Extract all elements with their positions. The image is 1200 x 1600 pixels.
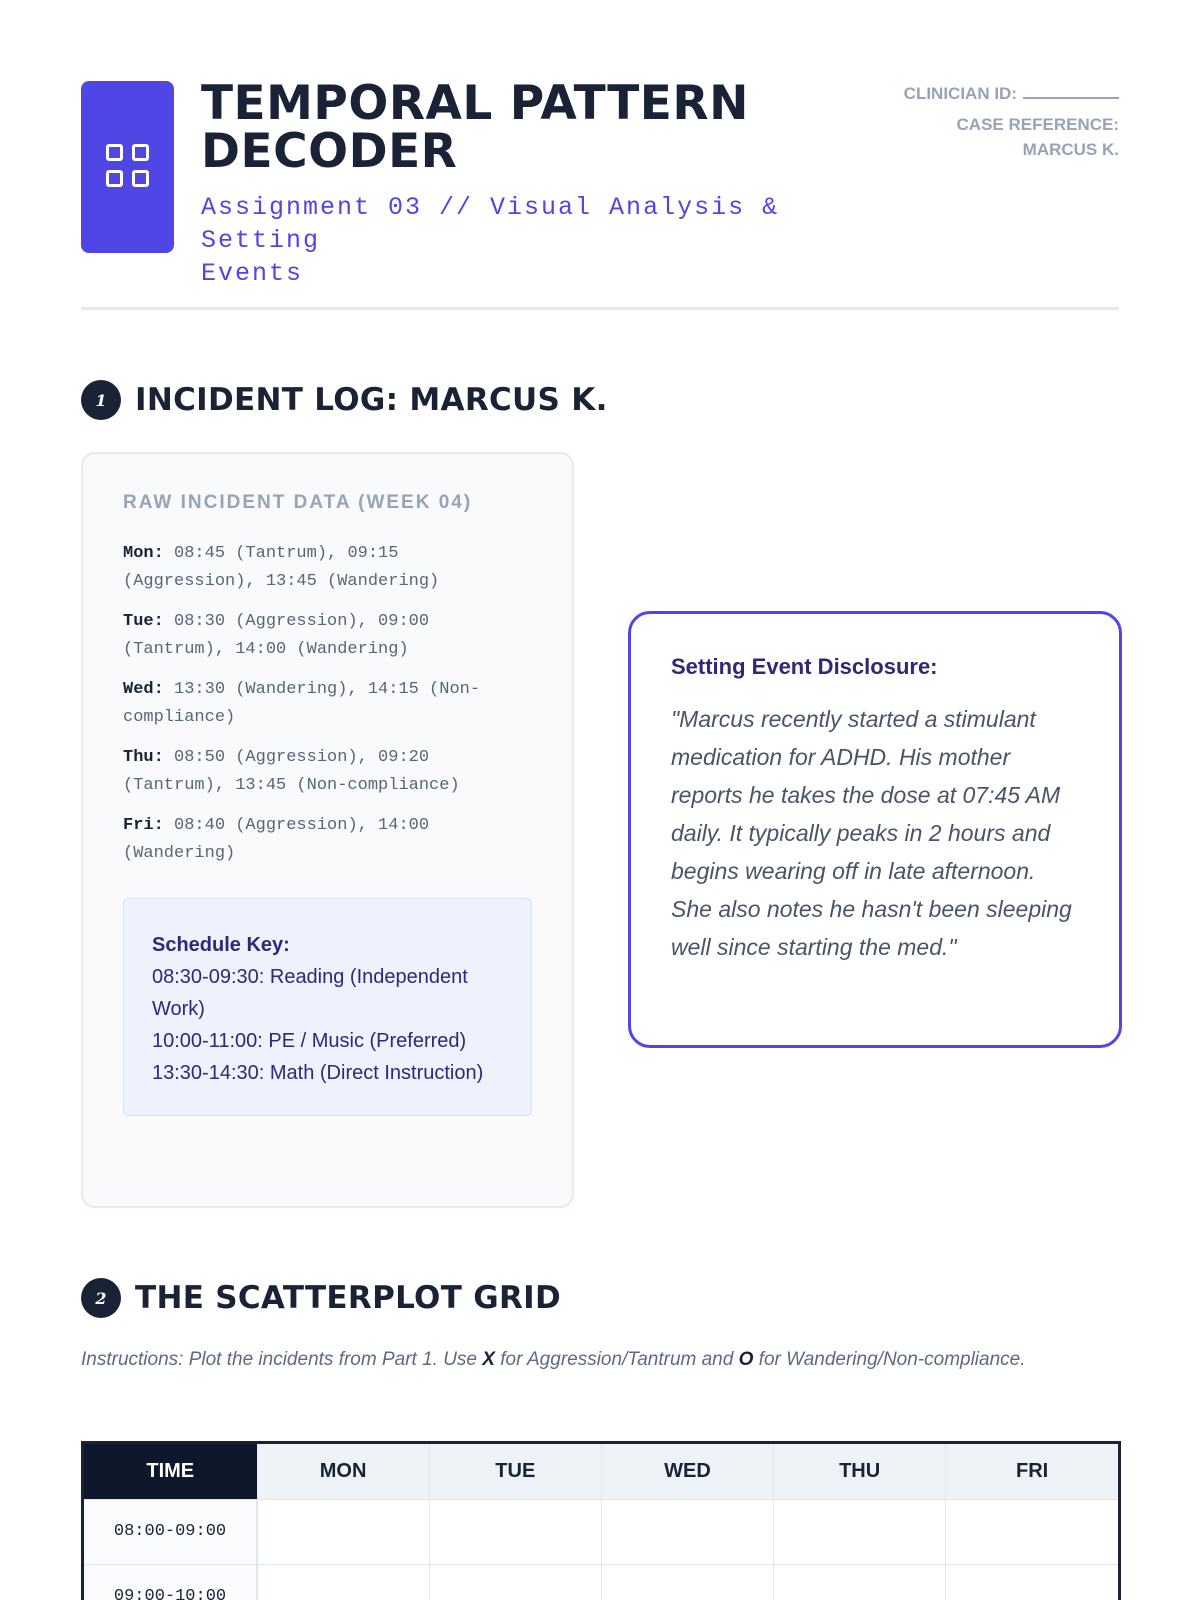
instructions-text: for Aggression/Tantrum and	[494, 1349, 739, 1370]
section-number-badge: 2	[81, 1278, 121, 1318]
time-slot: 09:00-10:00	[84, 1564, 257, 1600]
section-2-heading	[81, 1278, 561, 1318]
day-entry-tue	[123, 608, 532, 664]
day-entry-mon	[123, 540, 532, 596]
section-title: THE SCATTERPLOT GRID	[135, 1280, 562, 1316]
grid-cell[interactable]	[601, 1499, 773, 1564]
instructions-text: Instructions: Plot the incidents from Part 1. Use	[81, 1349, 483, 1370]
raw-data-heading: RAW INCIDENT DATA (WEEK 04)	[123, 492, 473, 513]
schedule-key-item: 10:00-11:00: PE / Music (Preferred)	[152, 1030, 467, 1052]
day-incidents: 08:40 (Aggression), 14:00 (Wandering)	[123, 816, 430, 863]
clinician-id-label: CLINICIAN ID:	[903, 84, 1017, 103]
day-entry-fri	[123, 812, 532, 868]
instructions-text: for Wandering/Non-compliance.	[753, 1349, 1026, 1370]
day-incidents: 08:45 (Tantrum), 09:15 (Aggression), 13:45 (Wandering)	[123, 544, 440, 591]
grid-cell[interactable]	[257, 1499, 429, 1564]
case-reference-label: CASE REFERENCE:	[956, 115, 1119, 134]
table-row	[84, 1564, 1118, 1600]
schedule-key-title: Schedule Key:	[152, 934, 290, 956]
symbol-o: O	[738, 1349, 754, 1370]
grid-cell[interactable]	[946, 1499, 1118, 1564]
scatterplot-table	[84, 1444, 1118, 1600]
section-1-heading	[81, 380, 608, 420]
grid-cell[interactable]	[774, 1564, 946, 1600]
time-slot: 08:00-09:00	[84, 1499, 257, 1564]
day-label: Fri:	[123, 816, 164, 835]
schedule-key	[123, 898, 532, 1116]
case-reference-value: MARCUS K.	[1022, 140, 1119, 159]
page-subtitle	[201, 191, 901, 290]
header-tue: TUE	[429, 1444, 601, 1499]
header-wed: WED	[601, 1444, 773, 1499]
symbol-x: X	[482, 1349, 495, 1370]
title-block	[201, 76, 901, 290]
clinician-id-blank[interactable]	[1023, 85, 1119, 99]
schedule-key-item: 13:30-14:30: Math (Direct Instruction)	[152, 1062, 484, 1084]
subtitle-line-2: Events	[201, 259, 304, 288]
header-thu: THU	[774, 1444, 946, 1499]
schedule-key-item: 08:30-09:30: Reading (Independent Work)	[152, 966, 468, 1020]
raw-incident-card	[81, 452, 574, 1208]
grid-cell[interactable]	[946, 1564, 1118, 1600]
day-label: Wed:	[123, 680, 164, 699]
page-title	[201, 76, 901, 179]
scatterplot-grid	[81, 1441, 1121, 1600]
instructions	[81, 1346, 1121, 1373]
section-title: INCIDENT LOG: MARCUS K.	[135, 382, 608, 418]
grid-icon	[106, 144, 150, 188]
day-incidents: 08:30 (Aggression), 09:00 (Tantrum), 14:00 (Wandering)	[123, 612, 430, 659]
setting-event-title: Setting Event Disclosure:	[671, 654, 938, 679]
day-incidents: 08:50 (Aggression), 09:20 (Tantrum), 13:45 (Non-compliance)	[123, 748, 460, 795]
page-header	[81, 0, 1119, 310]
logo-badge	[81, 81, 174, 253]
grid-cell[interactable]	[429, 1499, 601, 1564]
grid-cell[interactable]	[774, 1499, 946, 1564]
table-row	[84, 1499, 1118, 1564]
subtitle-line-1: Assignment 03 // Visual Analysis & Setting	[201, 193, 780, 255]
day-incidents: 13:30 (Wandering), 14:15 (Non-compliance)	[123, 680, 481, 727]
header-meta	[904, 81, 1119, 162]
grid-header-row	[84, 1444, 1118, 1499]
day-label: Mon:	[123, 544, 164, 563]
day-label: Thu:	[123, 748, 164, 767]
header-time: TIME	[84, 1444, 257, 1499]
clinician-id	[904, 81, 1119, 106]
day-entry-thu	[123, 744, 532, 800]
header-fri: FRI	[946, 1444, 1118, 1499]
section-number-badge: 1	[81, 380, 121, 420]
grid-cell[interactable]	[429, 1564, 601, 1600]
page-title-line-2: DECODER	[201, 124, 458, 179]
day-label: Tue:	[123, 612, 164, 631]
header-mon: MON	[257, 1444, 429, 1499]
grid-cell[interactable]	[257, 1564, 429, 1600]
grid-cell[interactable]	[601, 1564, 773, 1600]
setting-event-card	[628, 611, 1122, 1048]
page-title-line-1: TEMPORAL PATTERN	[201, 76, 749, 131]
setting-event-quote: "Marcus recently started a stimulant medication for ADHD. His mother reports he takes the dose at 07:45 AM daily. It typically peaks in 2 hours and begins wearing off in late afternoon. She also notes he hasn't been sleeping well since starting the med."	[671, 706, 1072, 960]
day-entry-wed	[123, 676, 532, 732]
